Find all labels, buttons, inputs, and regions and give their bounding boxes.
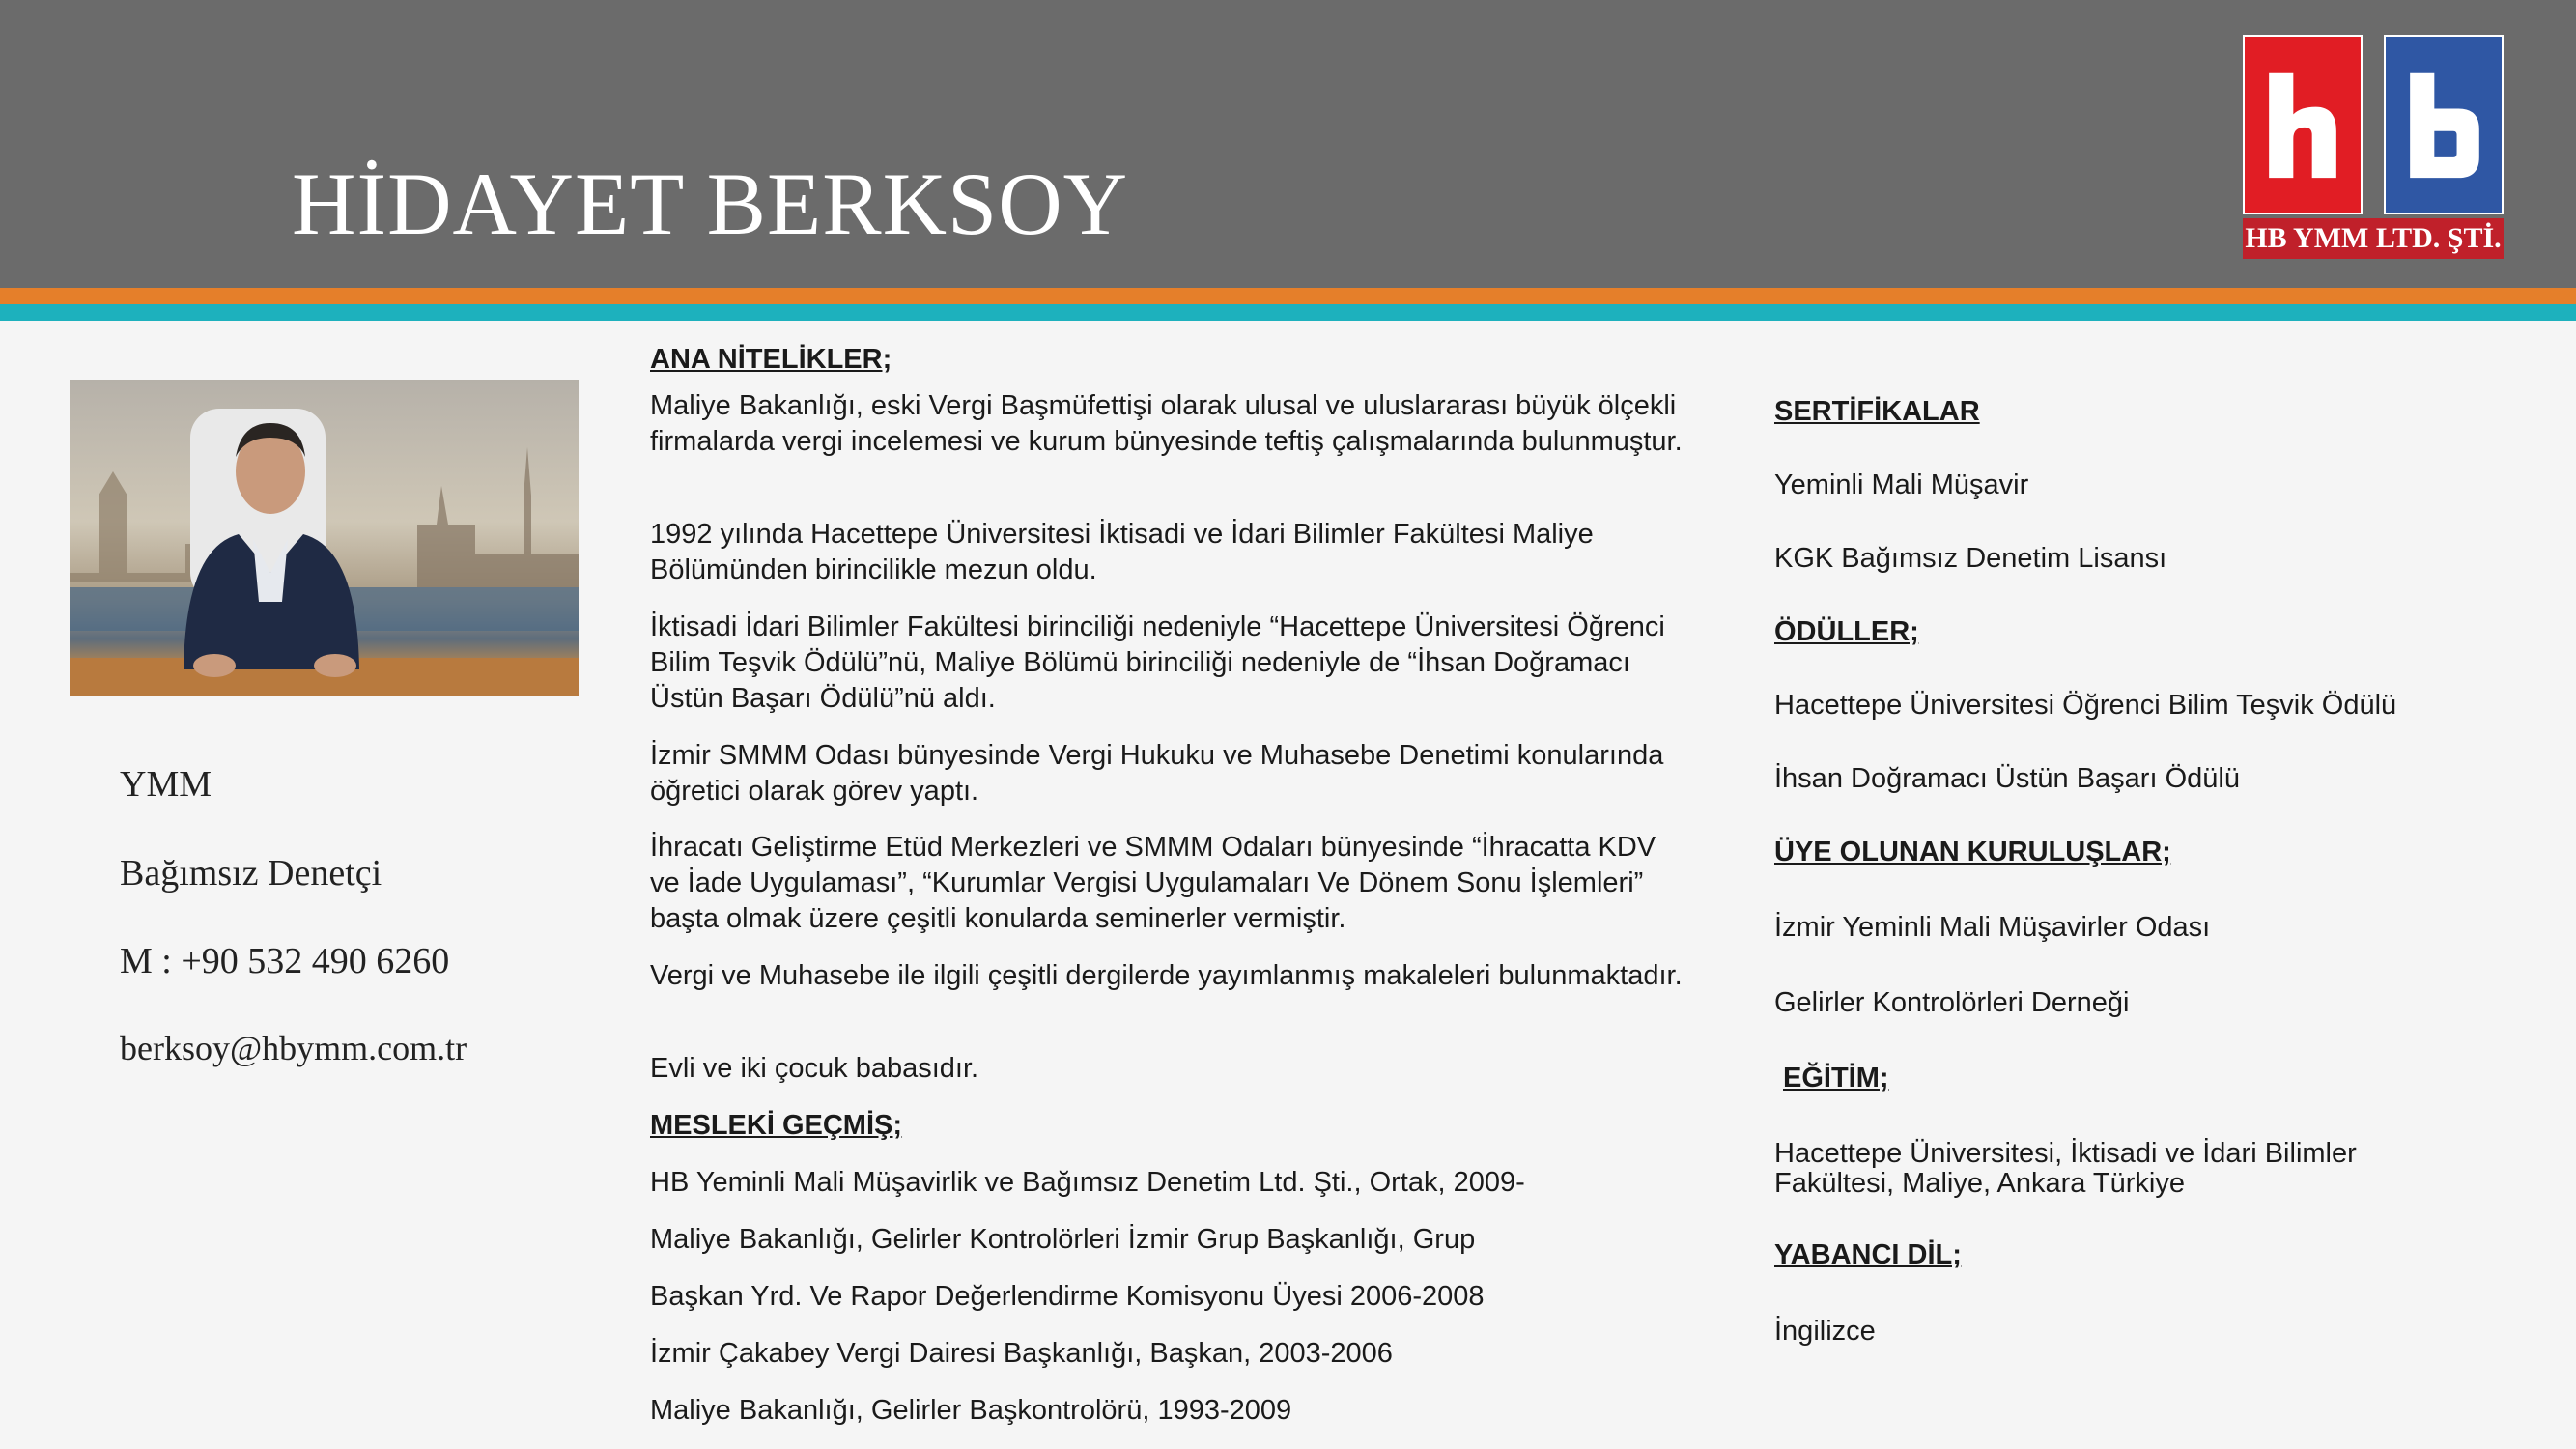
certificates-heading: SERTİFİKALAR (1774, 396, 1980, 427)
qualification-item: Evli ve iki çocuk babasıdır. (650, 1053, 979, 1084)
languages-heading: YABANCI DİL; (1774, 1239, 1962, 1270)
teal-stripe (0, 304, 2576, 321)
certificate-item: KGK Bağımsız Denetim Lisansı (1774, 543, 2167, 574)
career-heading: MESLEKİ GEÇMİŞ; (650, 1110, 903, 1141)
career-item: Maliye Bakanlığı, Gelirler Kontrolörleri İzmir Grup Başkanlığı, Grup (650, 1224, 1476, 1255)
logo-h-tile (2243, 35, 2363, 214)
career-item: İzmir Çakabey Vergi Dairesi Başkanlığı, Başkan, 2003-2006 (650, 1338, 1393, 1369)
award-item: Hacettepe Üniversitesi Öğrenci Bilim Teşvik Ödülü (1774, 690, 2397, 721)
education-item: Hacettepe Üniversitesi, İktisadi ve İdari Bilimler (1774, 1138, 2357, 1169)
profile-email: berksoy@hbymm.com.tr (120, 1029, 467, 1067)
education-item: Fakültesi, Maliye, Ankara Türkiye (1774, 1168, 2185, 1199)
membership-item: Gelirler Kontrolörleri Derneği (1774, 987, 2130, 1018)
logo-b-tile (2384, 35, 2504, 214)
profile-phone: M : +90 532 490 6260 (120, 941, 450, 981)
career-item: Başkan Yrd. Ve Rapor Değerlendirme Komisyonu Üyesi 2006-2008 (650, 1281, 1485, 1312)
award-item: İhsan Doğramacı Üstün Başarı Ödülü (1774, 763, 2240, 794)
qualification-item: İhracatı Geliştirme Etüd Merkezleri ve SMMM Odaları bünyesinde “İhracatta KDV ve İade Uygulaması”, “Kurumlar Vergisi Uygulamaları Ve Dönem Sonu İşlemleri” başta olmak üzere çeşitli konularda seminerler vermiştir. (650, 832, 1656, 934)
company-logo (2243, 35, 2504, 263)
certificate-item: Yeminli Mali Müşavir (1774, 469, 2029, 500)
career-item: Maliye Bakanlığı, Gelirler Başkontrolörü, 1993-2009 (650, 1395, 1292, 1426)
membership-item: İzmir Yeminli Mali Müşavirler Odası (1774, 912, 2211, 943)
profile-role: Bağımsız Denetçi (120, 853, 382, 894)
header-banner (0, 0, 2576, 288)
career-item: HB Yeminli Mali Müşavirlik ve Bağımsız Denetim Ltd. Şti., Ortak, 2009- (650, 1167, 1525, 1198)
qualification-item: İzmir SMMM Odası bünyesinde Vergi Hukuku ve Muhasebe Denetimi konularında öğretici olarak görev yaptı. (650, 740, 1664, 807)
qualification-item: 1992 yılında Hacettepe Üniversitesi İktisadi ve İdari Bilimler Fakültesi Maliye Bölümünden birincilikle mezun oldu. (650, 519, 1594, 585)
orange-stripe (0, 288, 2576, 304)
logo-b-glyph-icon (2386, 37, 2502, 213)
profile-photo (70, 380, 579, 696)
qualification-item: Maliye Bakanlığı, eski Vergi Başmüfettişi olarak ulusal ve uluslararası büyük ölçekli firmalarda vergi incelemesi ve kurum bünyesinde teftiş çalışmalarında bulunmuştur. (650, 390, 1683, 457)
qualification-item: İktisadi İdari Bilimler Fakültesi birinciliği nedeniyle “Hacettepe Üniversitesi Öğrenci Bilim Teşvik Ödülü”nü, Maliye Bölümü birinciliği nedeniyle de “İhsan Doğramacı Üstün Başarı Ödülü”nü aldı. (650, 611, 1665, 714)
qualifications-heading: ANA NİTELİKLER; (650, 344, 892, 375)
profile-title: YMM (120, 764, 212, 805)
awards-heading: ÖDÜLLER; (1774, 616, 1919, 647)
person-name: HİDAYET BERKSOY (292, 155, 1129, 253)
education-heading: EĞİTİM; (1783, 1063, 1889, 1094)
logo-h-glyph-icon (2245, 37, 2361, 213)
logo-company-text: HB YMM LTD. ŞTİ. (2243, 218, 2504, 259)
memberships-heading: ÜYE OLUNAN KURULUŞLAR; (1774, 837, 2171, 867)
qualification-item: Vergi ve Muhasebe ile ilgili çeşitli dergilerde yayımlanmış makaleleri bulunmaktadır. (650, 960, 1683, 991)
language-item: İngilizce (1774, 1316, 1876, 1347)
